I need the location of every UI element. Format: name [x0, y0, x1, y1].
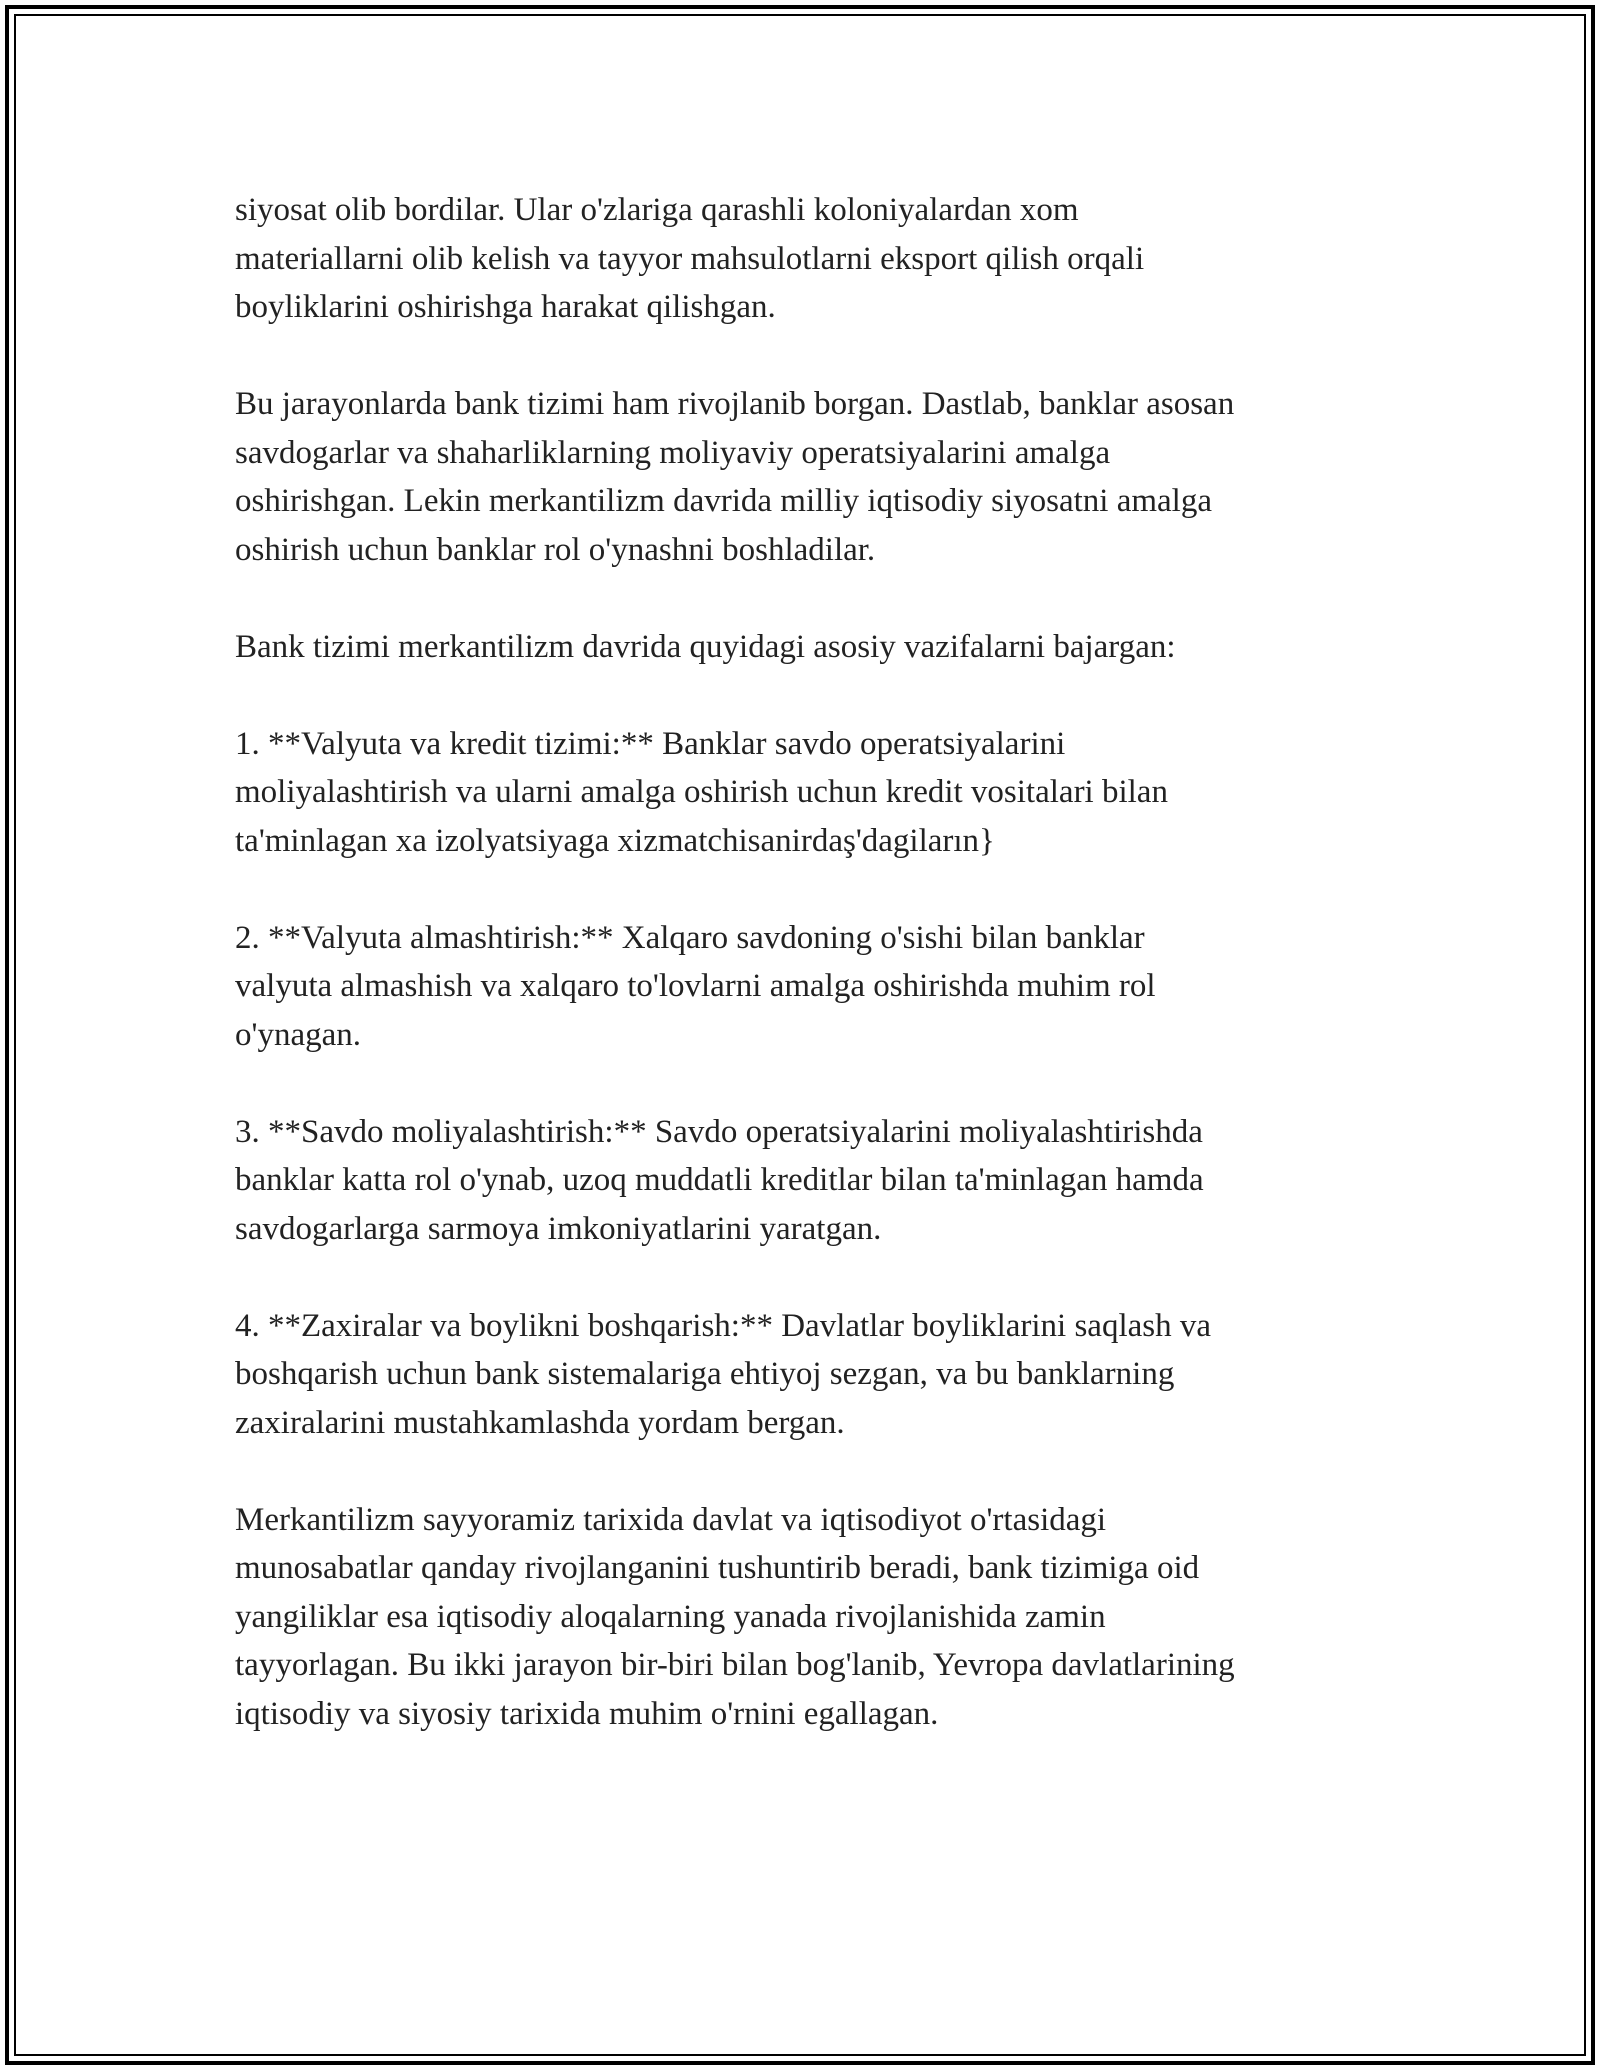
text-line: moliyalashtirish va ularni amalga oshirish uchun kredit vositalari bilan	[235, 774, 1168, 810]
text-line: Merkantilizm sayyoramiz tarixida davlat va iqtisodiyot o'rtasidagi	[235, 1501, 1107, 1538]
text-line: boshqarish uchun bank sistemalariga ehtiyoj sezgan, va bu banklarning	[235, 1356, 1175, 1392]
text-line: banklar katta rol o'ynab, uzoq muddatli kreditlar bilan ta'minlagan hamda	[235, 1162, 1204, 1198]
text-line: iqtisodiy va siyosiy tarixida muhim o'rnini egallagan.	[235, 1695, 939, 1732]
text-line: 1. **Valyuta va kredit tizimi:** Banklar savdo operatsiyalarini	[235, 725, 1066, 762]
text-line: 3. **Savdo moliyalashtirish:** Savdo operatsiyalarini moliyalashtirishda	[235, 1113, 1203, 1150]
text-line: Bank tizimi merkantilizm davrida quyidagi asosiy vazifalarni bajargan:	[235, 628, 1176, 665]
text-line: 2. **Valyuta almashtirish:** Xalqaro savdoning o'sishi bilan banklar	[235, 919, 1145, 956]
text-line: munosabatlar qanday rivojlanganini tushuntirib beradi, bank tizimiga oid	[235, 1550, 1200, 1586]
list-item-3	[235, 1108, 1365, 1254]
text-line: o'ynagan.	[235, 1016, 361, 1053]
text-line: Bu jarayonlarda bank tizimi ham rivojlanib borgan. Dastlab, banklar asosan	[235, 386, 1235, 422]
text-line: zaxiralarini mustahkamlashda yordam bergan.	[235, 1404, 845, 1441]
text-line: oshirish uchun banklar rol o'ynashni boshladilar.	[235, 531, 876, 568]
text-line: ta'minlagan xa izolyatsiyaga xizmatchisanirdaş'dagiların}	[235, 822, 995, 859]
list-item-1	[235, 720, 1365, 866]
text-line: savdogarlarga sarmoya imkoniyatlarini yaratgan.	[235, 1210, 882, 1247]
text-line: materiallarni olib kelish va tayyor mahsulotlarni eksport qilish orqali	[235, 240, 1145, 277]
text-line: tayyorlagan. Bu ikki jarayon bir-biri bilan bog'lanib, Yevropa davlatlarining	[235, 1647, 1235, 1683]
document-body	[235, 186, 1365, 1738]
text-line: 4. **Zaxiralar va boylikni boshqarish:** Davlatlar boyliklarini saqlash va	[235, 1307, 1212, 1344]
text-line: boyliklarini oshirishga harakat qilishgan.	[235, 289, 776, 325]
text-line: valyuta almashish va xalqaro to'lovlarni amalga oshirishda muhim rol	[235, 968, 1156, 1004]
paragraph-conclusion	[235, 1496, 1365, 1739]
text-line: yangiliklar esa iqtisodiy aloqalarning yanada rivojlanishida zamin	[235, 1598, 1106, 1635]
list-item-2	[235, 914, 1365, 1060]
paragraph-2	[235, 380, 1365, 574]
text-line: siyosat olib bordilar. Ular o'zlariga qarashli koloniyalardan xom	[235, 192, 1079, 228]
text-line: savdogarlar va shaharliklarning moliyaviy operatsiyalarini amalga	[235, 434, 1111, 471]
paragraph-3	[235, 623, 1365, 672]
paragraph-1	[235, 186, 1365, 332]
text-line: oshirishgan. Lekin merkantilizm davrida milliy iqtisodiy siyosatni amalga	[235, 483, 1212, 519]
list-item-4	[235, 1302, 1365, 1448]
